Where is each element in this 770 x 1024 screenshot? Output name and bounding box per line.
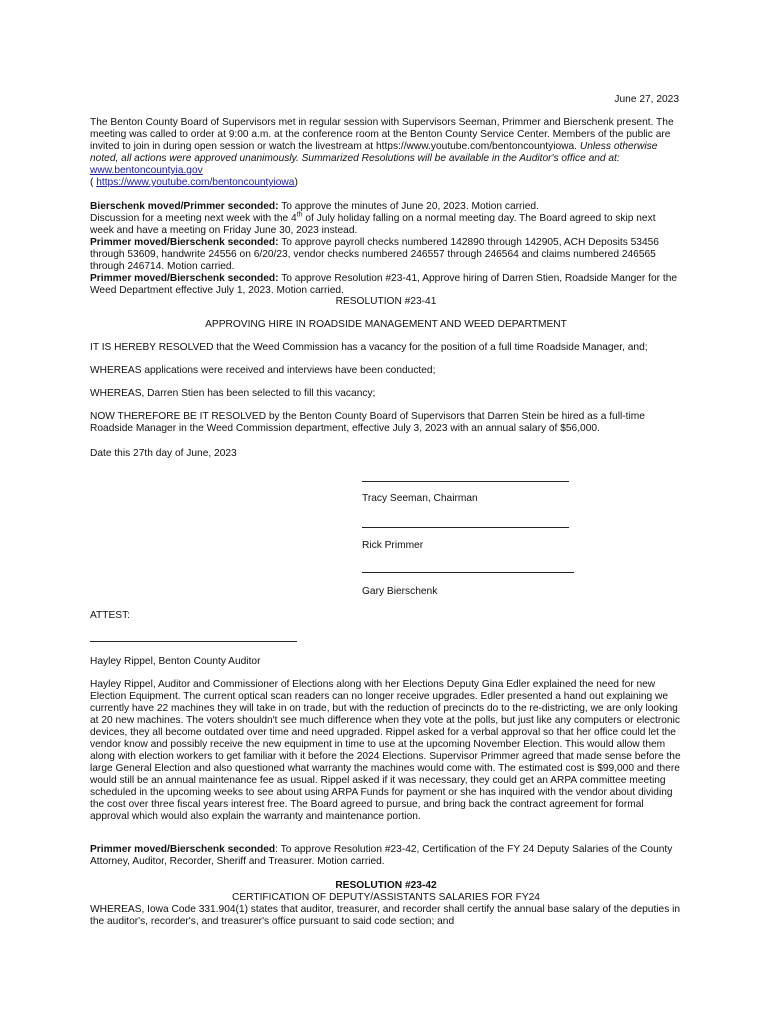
motion-text: To approve payroll checks numbered 142890 through 142905, ACH Deposits 53456 through 53609, handwrite 24556 on 6/20/23, vendor checks numbered 246557 through 246564 and claims numbered 246565 through 246714. Motion carried. — [90, 237, 659, 272]
resolution-42-p1: WHEREAS, Iowa Code 331.904(1) states that auditor, treasurer, and recorder shall certify the annual base salary of the deputies in the auditor's, recorder's, and treasurer's office pursuant to said code section; and — [90, 904, 681, 927]
motion-mover: Bierschenk moved/Primmer seconded: — [90, 201, 279, 212]
resolution-42-subtitle: CERTIFICATION OF DEPUTY/ASSISTANTS SALARIES FOR FY24 — [232, 892, 540, 903]
ordinal-suffix: th — [296, 211, 303, 219]
resolution-42-title-text: RESOLUTION #23-42 — [335, 880, 437, 891]
motion-payroll — [90, 237, 682, 273]
auditor-signature: Hayley Rippel, Benton County Auditor — [90, 656, 261, 667]
attest-label: ATTEST: — [90, 610, 130, 621]
resolution-41-p4: NOW THEREFORE BE IT RESOLVED by the Benton County Board of Supervisors that Darren Stein be hired as a full-time Roadside Manager in the Weed Commission department, effective July 3, 2023 with an annual salary of $56,000. — [90, 411, 645, 434]
intro-italic-note: Unless otherwise noted, all actions were approved unanimously. Summarized Resolutions will be available in the Auditor's office and at: — [90, 141, 658, 164]
resolution-41-date: Date this 27th day of June, 2023 — [90, 448, 237, 459]
resolution-42-title — [90, 880, 682, 892]
motion-text: To approve the minutes of June 20, 2023. Motion carried. — [278, 201, 539, 212]
signature-line — [362, 481, 569, 482]
resolution-41-title: RESOLUTION #23-41 — [335, 296, 437, 307]
resolution-41-p2: WHEREAS applications were received and interviews have been conducted; — [90, 365, 436, 376]
motion-resolution-42 — [90, 844, 682, 868]
intro-paragraph — [90, 117, 682, 189]
resolution-41-subtitle: APPROVING HIRE IN ROADSIDE MANAGEMENT AND WEED DEPARTMENT — [205, 319, 567, 330]
link-suffix: ) — [294, 177, 298, 188]
motion-mover: Primmer moved/Bierschenk seconded — [90, 844, 276, 855]
county-website-link[interactable]: www.bentoncountyia.gov — [90, 165, 203, 176]
discussion-text-b: of July holiday falling on a normal meeting day. The Board agreed to skip next week and have a meeting on Friday June 30, 2023 instead. — [90, 213, 656, 236]
motion-resolution-41 — [90, 273, 682, 297]
attest-signature-line — [90, 641, 297, 642]
signature-primmer: Rick Primmer — [362, 540, 424, 551]
resolution-41-p3: WHEREAS, Darren Stien has been selected to fill this vacancy; — [90, 388, 376, 399]
signature-bierschenk: Gary Bierschenk — [362, 586, 438, 597]
intro-text: The Benton County Board of Supervisors met in regular session with Supervisors Seeman, Primmer and Bierschenk present. The meeting was called to order at 9:00 a.m. at the conference room at the Benton County Service Center. Members of the public are invited to join in during open session or watch the livestream at https://www.youtube.com/bentoncountyiowa. — [90, 117, 674, 152]
motion-text: : To approve Resolution #23-42, Certification of the FY 24 Deputy Salaries of the County Attorney, Auditor, Recorder, Sheriff and Treasurer. Motion carried. — [90, 844, 673, 867]
motion-mover: Primmer moved/Bierschenk seconded: — [90, 237, 279, 248]
motion-minutes — [90, 201, 682, 213]
signature-chairman: Tracy Seeman, Chairman — [362, 493, 478, 504]
motion-mover: Primmer moved/Bierschenk seconded: — [90, 273, 279, 284]
elections-equipment-paragraph: Hayley Rippel, Auditor and Commissioner of Elections along with her Elections Deputy Gina Edler explained the need for new Election Equipment. The current optical scan readers can no longer receive upgrades. Edler presented a hand out explaining we currently have 22 machines they will take in on trade, but with the reduction of precincts do to the re-districting, we are only looking at 20 new machines. The voters shouldn't see much difference when they vote at the polls, but just like any computers or electronic devices, they all become outdated over time and need upgraded. Rippel asked for a verbal approval so that her office could let the vendor know and possibly receive the new equipment in time to use at the upcoming November Election. This would allow them along with election workers to get familiar with it before the 2024 Elections. Supervisor Primmer agreed that made sense before the large General Election and also questioned what warranty the machines would come with. The estimated cost is $99,000 and there would still be an annual maintenance fee as usual. Rippel asked if it was necessary, they could get an ARPA committee meeting scheduled in the upcoming weeks to see about using ARPA Funds for payment or she has inquired with the vendor about dividing the cost over three fiscal years interest free. The Board agreed to pursue, and bring back the contract agreement for formal approval which would also explain the warranty and maintenance portion. — [90, 679, 681, 822]
discussion-holiday — [90, 213, 682, 237]
motion-text: To approve Resolution #23-41, Approve hiring of Darren Stien, Roadside Manger for the Weed Department effective July 1, 2023. Motion carried. — [90, 273, 678, 296]
youtube-link[interactable]: https://www.youtube.com/bentoncountyiowa — [96, 177, 295, 188]
meeting-date: June 27, 2023 — [614, 94, 679, 105]
signature-line — [362, 527, 569, 528]
motions-section — [90, 201, 682, 297]
discussion-text-a: Discussion for a meeting next week with the 4 — [90, 213, 297, 224]
link-prefix: ( — [90, 177, 97, 188]
signature-line — [362, 572, 574, 573]
resolution-41-p1: IT IS HEREBY RESOLVED that the Weed Commission has a vacancy for the position of a full time Roadside Manager, and; — [90, 342, 648, 353]
